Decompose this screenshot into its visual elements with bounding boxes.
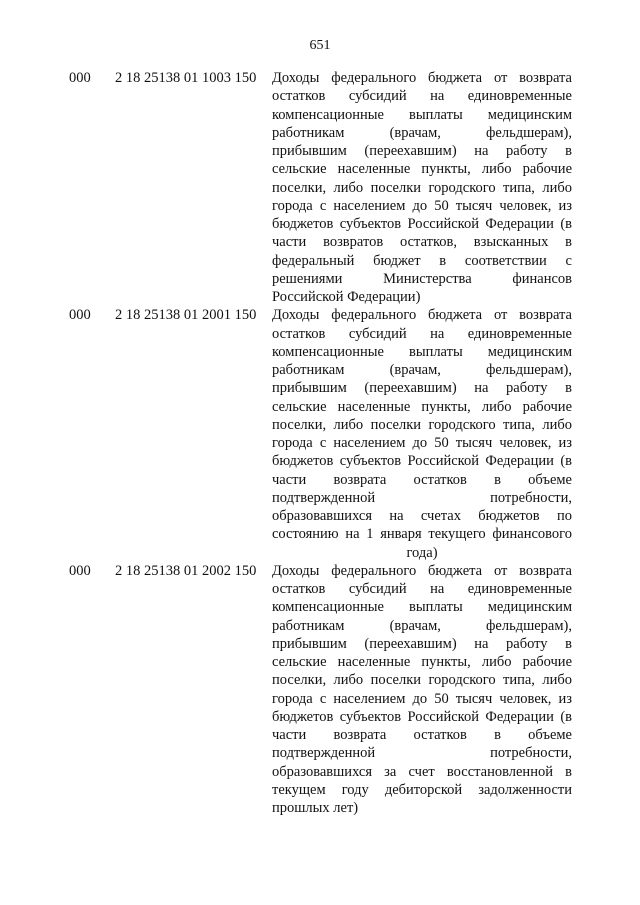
budget-code-table (0, 69, 640, 817)
budget-code-cell: 2 18 25138 01 1003 150 (115, 70, 257, 86)
table-row (0, 562, 640, 818)
description-line: прибывшим (переехавшим) на работу в (272, 635, 572, 652)
description-line: работникам (врачам, фельдшерам), (272, 362, 572, 378)
description-line: сельские населенные пункты, либо рабочие (272, 654, 572, 670)
description-line: поселки, либо поселки городского типа, либо (272, 179, 572, 196)
description-line: подтвержденной потребности, (272, 489, 572, 506)
description-line: состоянию на 1 января текущего финансового (272, 526, 572, 543)
description-cell (272, 562, 572, 818)
description-line: Доходы федерального бюджета от возврата (272, 562, 572, 579)
description-line: города с населением до 50 тысяч человек, из (272, 435, 572, 451)
description-line: прибывшим (переехавшим) на работу в (272, 143, 572, 159)
description-line: бюджетов субъектов Российской Федерации (в (272, 708, 572, 725)
description-line: остатков субсидий на единовременные (272, 581, 572, 597)
description-line: текущем году дебиторской задолженности (272, 781, 572, 798)
description-line: компенсационные выплаты медицинским (272, 599, 572, 616)
description-line: прибывшим (переехавшим) на работу в (272, 380, 572, 397)
description-line: остатков субсидий на единовременные (272, 88, 572, 105)
description-line: Российской Федерации) (272, 289, 421, 305)
budget-code-cell: 2 18 25138 01 2001 150 (115, 307, 257, 324)
description-line: прошлых лет) (272, 800, 359, 816)
description-cell (272, 306, 572, 562)
description-line: бюджетов субъектов Российской Федерации (в (272, 453, 572, 470)
description-line: подтвержденной потребности, (272, 745, 572, 762)
admin-code-cell: 000 (69, 562, 91, 579)
description-line: компенсационные выплаты медицинским (272, 343, 572, 360)
description-line: бюджетов субъектов Российской Федерации (в (272, 216, 572, 232)
description-line: работникам (врачам, фельдшерам), (272, 124, 572, 141)
description-line: Доходы федерального бюджета от возврата (272, 307, 572, 324)
description-line: города с населением до 50 тысяч человек, из (272, 197, 572, 214)
description-line: года) (406, 544, 438, 561)
admin-code-cell: 000 (69, 307, 91, 324)
description-line: поселки, либо поселки городского типа, либо (272, 416, 572, 433)
table-row (0, 306, 640, 562)
description-line: федеральный бюджет в соответствии с (272, 252, 572, 269)
description-line: части возврата остатков в объеме (272, 471, 572, 488)
description-line: части возврата остатков в объеме (272, 727, 572, 743)
description-line: решениями Министерства финансов (272, 270, 572, 287)
table-row (0, 69, 640, 306)
description-cell (272, 69, 572, 306)
description-line: сельские населенные пункты, либо рабочие (272, 398, 572, 415)
description-line: образовавшихся на счетах бюджетов по (272, 508, 572, 524)
page-number: 651 (309, 38, 331, 53)
description-line: Доходы федерального бюджета от возврата (272, 70, 572, 86)
description-line: работникам (врачам, фельдшерам), (272, 617, 572, 634)
description-line: города с населением до 50 тысяч человек, из (272, 690, 572, 707)
description-line: остатков субсидий на единовременные (272, 325, 572, 342)
description-line: поселки, либо поселки городского типа, либо (272, 672, 572, 689)
description-line: сельские населенные пункты, либо рабочие (272, 161, 572, 178)
description-line: образовавшихся за счет восстановленной в (272, 763, 572, 780)
description-line: части возвратов остатков, взысканных в (272, 234, 572, 251)
description-line: компенсационные выплаты медицинским (272, 106, 572, 123)
admin-code-cell: 000 (69, 70, 91, 86)
budget-code-cell: 2 18 25138 01 2002 150 (115, 562, 257, 579)
